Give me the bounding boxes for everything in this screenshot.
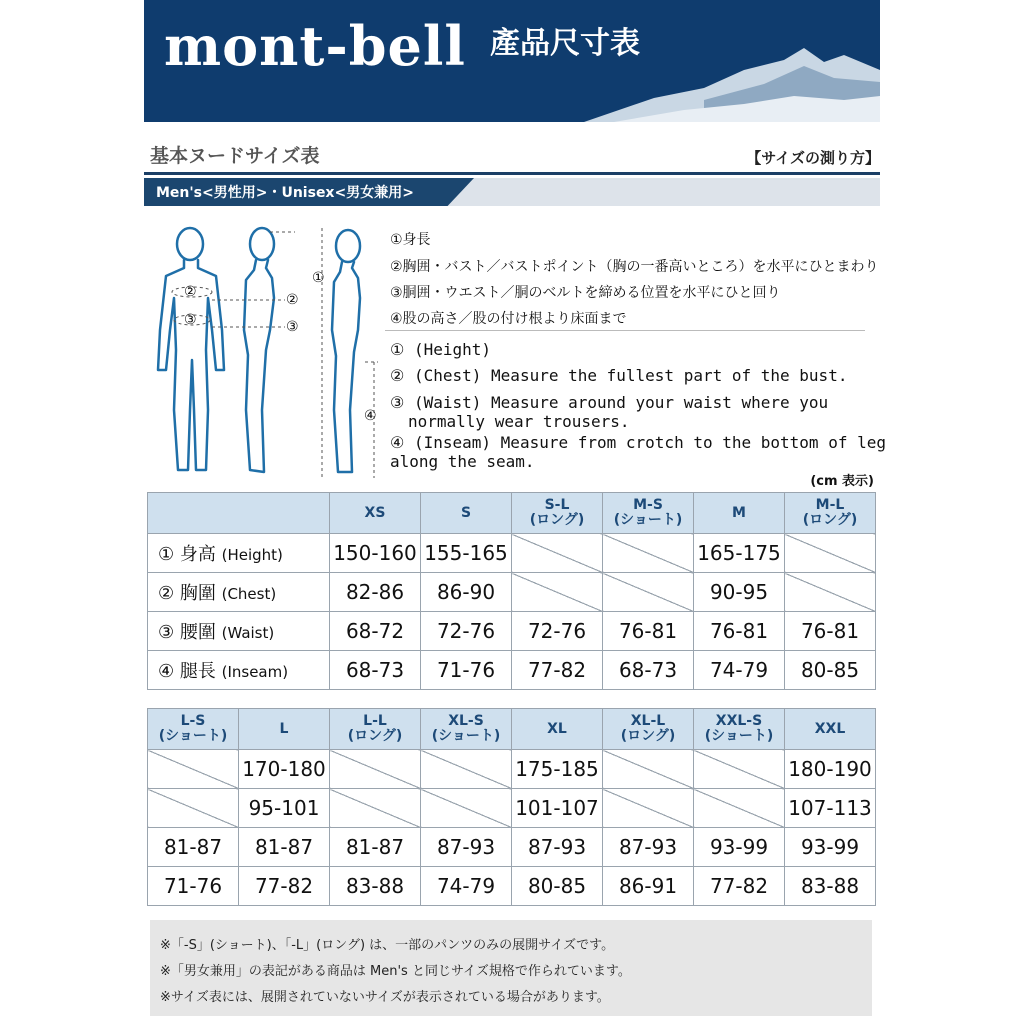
size-cell-na [330,750,421,789]
size-table-2 [147,708,876,906]
legend-en-waist: ③ (Waist) Measure around your waist where you [390,393,829,412]
size-cell-na [785,573,876,612]
unit-label: (cm 表示) [810,474,874,489]
size-cell-na [421,750,512,789]
note-line: ※「-S」(ショート)、「-L」(ロング) は、一部のパンツのみの展開サイズです。 [160,938,615,953]
row-label-height: ① 身高 (Height) [148,534,330,573]
size-cell-na [603,573,694,612]
size-cell: 74-79 [694,651,785,690]
size-cell-na [603,534,694,573]
table-row [148,828,876,867]
size-header: M-L (ロング) [785,493,876,534]
figure-marker-chest-side: ② [286,292,299,308]
legend-en-chest: ② (Chest) Measure the fullest part of the bust. [390,366,848,385]
size-header: M-S (ショート) [603,493,694,534]
legend-en-waist-cont: normally wear trousers. [408,412,630,431]
category-label: Men's<男性用>・Unisex<男女兼用> [156,185,414,201]
size-header: XS [330,493,421,534]
size-cell: 76-81 [694,612,785,651]
measure-guide-link[interactable]: 【サイズの測り方】 [746,149,880,167]
size-cell-na [512,534,603,573]
size-cell: 74-79 [421,867,512,906]
legend-jp-inseam: ④股の高さ／股の付け根より床面まで [390,311,627,327]
size-cell-na [512,573,603,612]
table-row [148,534,876,573]
table-header-row [148,493,876,534]
size-cell: 87-93 [421,828,512,867]
size-cell: 155-165 [421,534,512,573]
legend-en-height: ① (Height) [390,340,492,359]
brand-banner [144,0,880,122]
size-cell: 71-76 [421,651,512,690]
divider [144,172,880,175]
legend-en-inseam: ④ (Inseam) Measure from crotch to the bottom of leg [390,433,886,452]
size-cell: 81-87 [330,828,421,867]
table-row [148,651,876,690]
size-cell-na [694,750,785,789]
size-table-1 [147,492,876,690]
size-cell: 72-76 [421,612,512,651]
table-row [148,612,876,651]
size-cell: 80-85 [785,651,876,690]
brand-logo: mont-bell [164,14,466,78]
figure-marker-waist-side: ③ [286,319,299,335]
size-cell: 87-93 [603,828,694,867]
legend-jp-height: ①身長 [390,232,431,248]
size-header: M [694,493,785,534]
header-blank [148,493,330,534]
size-cell: 71-76 [148,867,239,906]
row-label-inseam: ④ 腿長 (Inseam) [148,651,330,690]
size-cell: 86-91 [603,867,694,906]
size-header: XXL-S (ショート) [694,709,785,750]
size-cell: 175-185 [512,750,603,789]
size-cell: 80-85 [512,867,603,906]
notes-box [150,920,872,1016]
banner-title: 產品尺寸表 [490,26,640,61]
table-row [148,750,876,789]
size-header: L-L (ロング) [330,709,421,750]
size-cell: 68-73 [330,651,421,690]
page-title: 基本ヌードサイズ表 [150,145,320,167]
size-cell-na [421,789,512,828]
size-cell: 90-95 [694,573,785,612]
size-cell: 76-81 [785,612,876,651]
size-cell: 93-99 [694,828,785,867]
size-cell: 107-113 [785,789,876,828]
row-label-chest: ② 胸圍 (Chest) [148,573,330,612]
figure-marker-height: ① [312,270,325,286]
size-header: S [421,493,512,534]
figure-marker-waist: ③ [184,312,197,328]
size-cell: 76-81 [603,612,694,651]
size-cell: 77-82 [512,651,603,690]
size-header: L-S (ショート) [148,709,239,750]
size-cell-na [330,789,421,828]
size-cell: 165-175 [694,534,785,573]
legend-divider [385,330,865,331]
legend-jp-chest: ②胸囲・バスト／バストポイント（胸の一番高いところ）を水平にひとまわり [390,259,879,275]
table-row [148,573,876,612]
size-cell: 93-99 [785,828,876,867]
size-cell-na [148,789,239,828]
size-cell: 87-93 [512,828,603,867]
note-line: ※「男女兼用」の表記がある商品は Men's と同じサイズ規格で作られています。 [160,964,631,979]
table-header-row [148,709,876,750]
size-cell: 82-86 [330,573,421,612]
size-cell: 150-160 [330,534,421,573]
size-cell-na [603,789,694,828]
legend-jp-waist: ③胴囲・ウエスト／胴のベルトを締める位置を水平にひと回り [390,285,781,301]
table-row [148,789,876,828]
size-cell-na [694,789,785,828]
size-cell: 86-90 [421,573,512,612]
size-cell: 81-87 [239,828,330,867]
size-header: XL-L (ロング) [603,709,694,750]
size-cell: 72-76 [512,612,603,651]
size-cell: 81-87 [148,828,239,867]
size-header: S-L (ロング) [512,493,603,534]
category-bar [144,178,880,206]
size-cell-na [603,750,694,789]
size-header: XXL [785,709,876,750]
size-header: XL-S (ショート) [421,709,512,750]
size-cell: 77-82 [694,867,785,906]
size-cell: 180-190 [785,750,876,789]
row-label-waist: ③ 腰圍 (Waist) [148,612,330,651]
size-cell: 68-73 [603,651,694,690]
size-cell: 83-88 [785,867,876,906]
size-cell: 83-88 [330,867,421,906]
size-cell-na [148,750,239,789]
body-measure-figure [150,220,385,485]
size-cell: 77-82 [239,867,330,906]
size-cell: 170-180 [239,750,330,789]
size-header: L [239,709,330,750]
figure-marker-inseam: ④ [364,408,377,424]
size-cell: 101-107 [512,789,603,828]
table-row [148,867,876,906]
size-cell-na [785,534,876,573]
figure-marker-chest: ② [184,284,197,300]
legend-en-inseam-cont: along the seam. [390,452,535,471]
note-line: ※サイズ表には、展開されていないサイズが表示されている場合があります。 [160,990,610,1005]
size-header: XL [512,709,603,750]
size-cell: 68-72 [330,612,421,651]
size-cell: 95-101 [239,789,330,828]
